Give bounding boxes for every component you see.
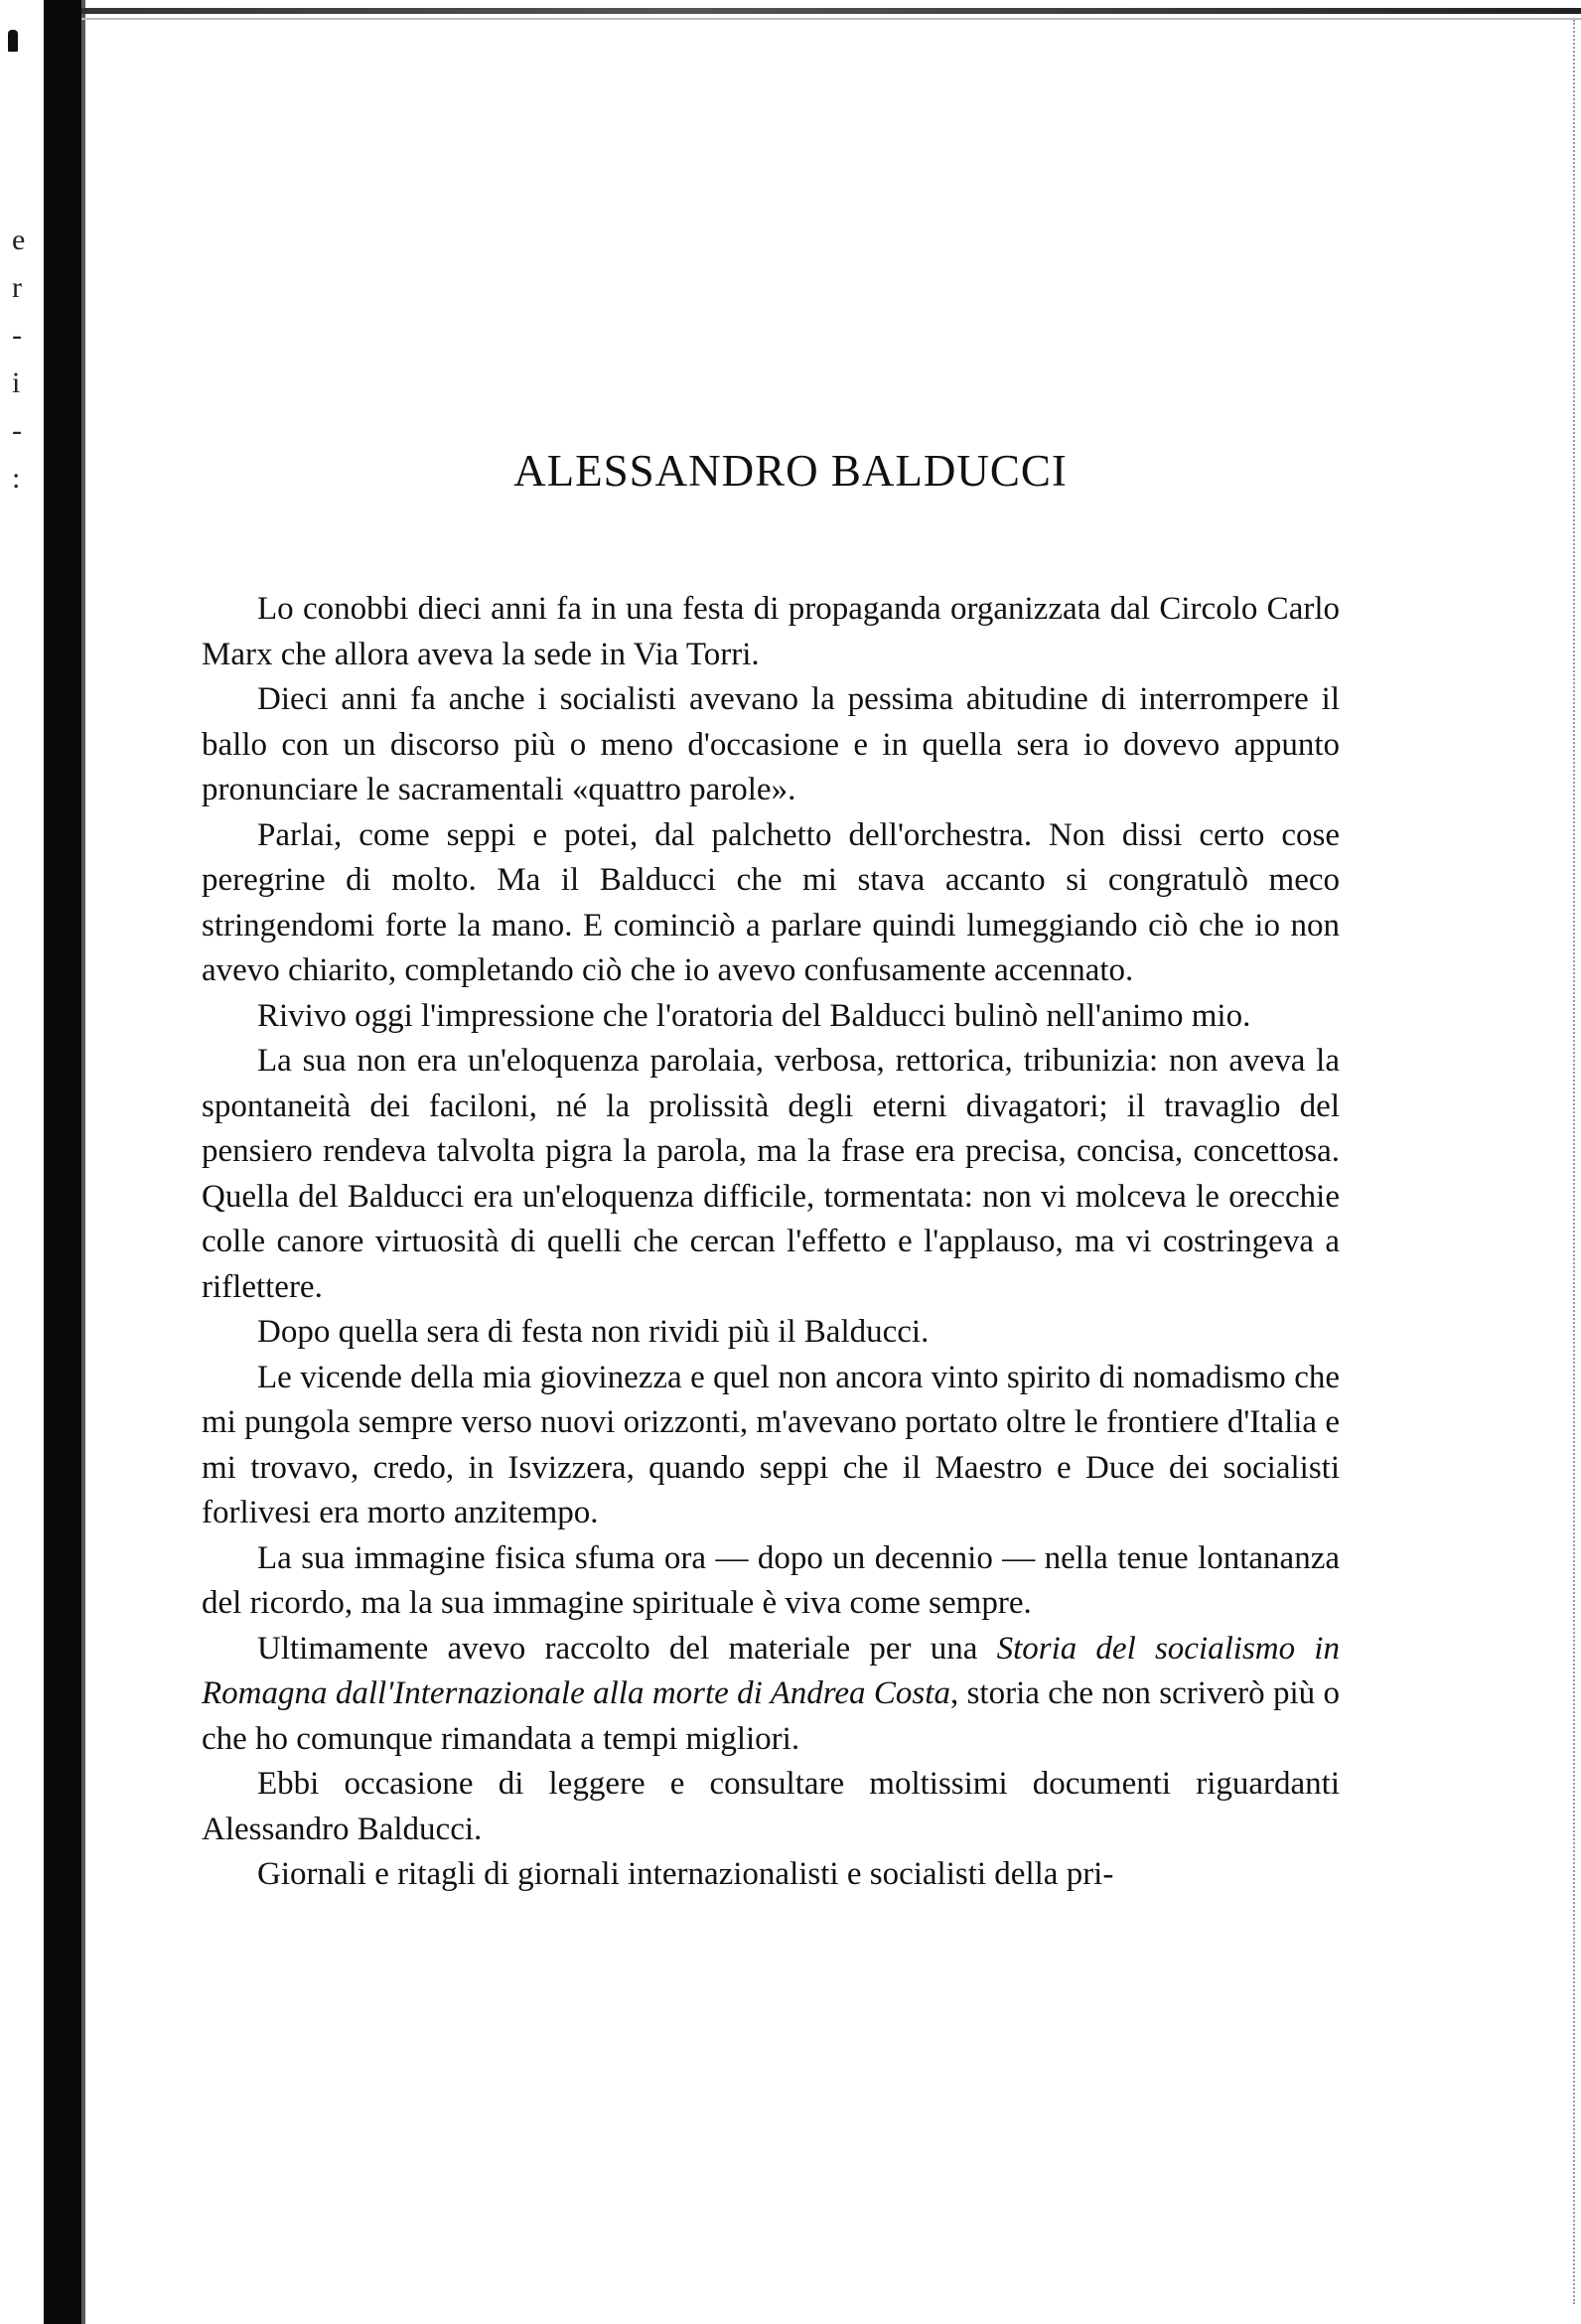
paragraph: Le vicende della mia giovinezza e quel non ancora vinto spirito di nomadismo che mi pungola sempre verso nuovi orizzonti, m'avevano portato oltre le frontiere d'Italia e mi trovavo, credo, in Isvizzera, quando seppi che il Maestro e Duce dei socialisti forlivesi era morto anzitempo. [202,1359,1340,1530]
scan-corner-mark [8,30,18,52]
paragraph-text: , storia che non scriverò più o che ho comunque rimandata a tempi migliori. [202,1675,1341,1757]
paragraph: Lo conobbi dieci anni fa in una festa di propaganda organizzata dal Circolo Carlo Marx che allora aveva la sede in Via Torri. [202,591,1340,672]
paragraph: Dopo quella sera di festa non rividi più il Balducci. [257,1314,930,1350]
paragraph: Rivivo oggi l'impressione che l'oratoria del Balducci bulinò nell'animo mio. [257,997,1251,1034]
article-body [202,587,1340,1898]
paragraph: Ebbi occasione di leggere e consultare moltissimi documenti riguardanti Alessandro Balducci. [202,1766,1340,1847]
paragraph: Giornali e ritagli di giornali internazionalisti e socialisti della pri- [257,1856,1114,1892]
book-title: Storia del socialismo in Romagna dall'Internazionale alla morte di Andrea Costa [202,1630,1340,1711]
margin-fragment: - [12,319,22,352]
scan-binding-edge [81,0,85,2324]
paragraph-text: Ultimamente avevo raccolto del materiale per una [257,1630,997,1667]
margin-fragment: - [12,414,22,447]
scan-binding-shadow [44,0,81,2324]
scan-top-edge-line [81,18,1581,20]
paragraph-with-book-title [202,1627,1340,1763]
margin-fragment: i [12,366,21,399]
paragraph: La sua immagine fisica sfuma ora — dopo un decennio — nella tenue lontananza del ricordo, ma la sua immagine spirituale è viva come sempre. [202,1539,1340,1621]
scan-right-edge [1570,20,1575,2304]
margin-fragment: r [12,271,22,304]
margin-fragment: e [12,223,26,256]
scan-top-edge [81,8,1581,14]
margin-fragment: : [12,462,21,495]
paragraph: Dieci anni fa anche i socialisti avevano la pessima abitudine di interrompere il ballo con un discorso più o meno d'occasione e in quella sera io dovevo appunto pronunciare le sacramentali «quattro parole». [202,681,1340,807]
paragraph: La sua non era un'eloquenza parolaia, verbosa, rettorica, tribunizia: non aveva la spontaneità dei faciloni, né la prolissità degli eterni divagatori; il travaglio del pensiero rendeva talvolta pigra la parola, ma la frase era precisa, concisa, concettosa. Quella del Balducci era un'eloquenza difficile, tormentata: non vi molceva le orecchie colle canore virtuosità di quelli che cercan l'effetto e l'applauso, ma vi costringeva a riflettere. [202,1043,1340,1305]
page-title: ALESSANDRO BALDUCCI [513,446,1068,496]
paragraph: Parlai, come seppi e potei, dal palchetto dell'orchestra. Non dissi certo cose peregrine di molto. Ma il Balducci che mi stava accanto si congratulò meco stringendomi forte la mano. E cominciò a parlare quindi lumeggiando ciò che io non avevo chiarito, completando ciò che io avevo confusamente accennato. [202,816,1340,988]
